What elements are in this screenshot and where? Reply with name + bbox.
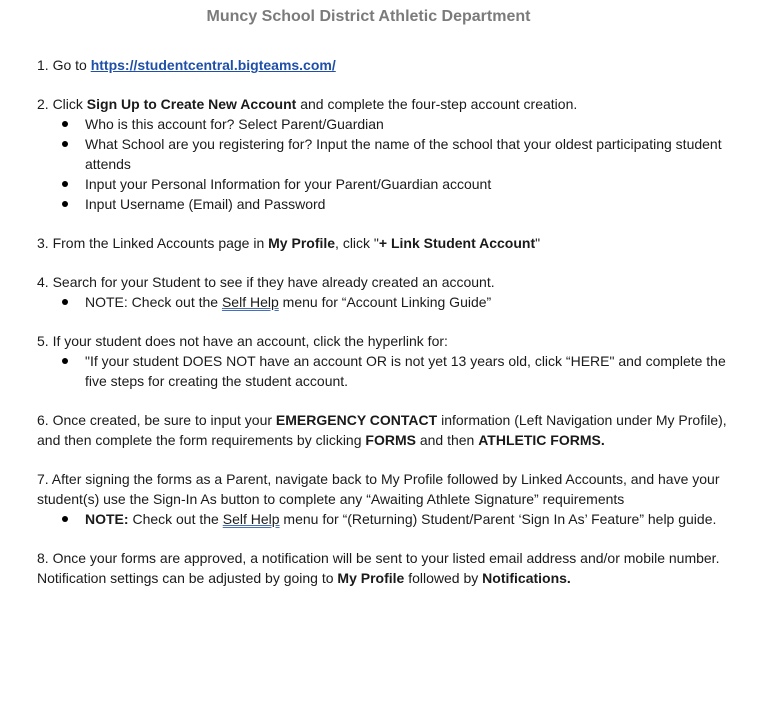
step-6-mid-1: information (Left Navigation under My Profile), and then complete the form requirements by clicking [37,412,727,448]
step-4: 4. Search for your Student to see if they have already created an account. [37,274,495,290]
step-6 [37,410,737,450]
spacer [37,214,737,233]
step-8-bold-1: My Profile [337,570,405,586]
step-2-bold: Sign Up to Create New Account [86,96,297,112]
step-2 [37,94,737,114]
spacer [37,391,737,410]
step-3 [37,233,737,253]
step-2-lead: 2. Click [37,96,87,112]
list-item: Input your Personal Information for your Parent/Guardian account [37,174,737,194]
spacer [37,450,737,469]
step-6-bold-1: EMERGENCY CONTACT [275,412,438,428]
step-6-mid-2: and then [415,432,479,448]
step-2-bullets [37,114,737,214]
studentcentral-link[interactable]: https://studentcentral.bigteams.com/ [90,57,336,73]
self-help-link[interactable]: Self Help [221,294,279,310]
spacer [37,253,737,272]
spacer [37,75,737,94]
list-item: Input Username (Email) and Password [37,194,737,214]
list-item: Who is this account for? Select Parent/Guardian [37,114,737,134]
step-3-mid: , click " [335,235,379,251]
step-8-mid: followed by [404,570,483,586]
step-8 [37,548,737,588]
step-2-tail: and complete the four-step account creation. [296,96,578,112]
step-6-bold-2: FORMS [365,432,416,448]
list-item [37,509,737,529]
step-1 [37,55,737,75]
step-5-bullets [37,351,737,391]
spacer [37,312,737,331]
step-3-bold-2: + Link Student Account [378,235,536,251]
step-6-bold-3: ATHLETIC FORMS. [478,432,605,448]
step-7-bullets [37,509,737,529]
note-label: NOTE: [85,511,129,527]
step-8-bold-2: Notifications. [482,570,571,586]
step-3-lead: 3. From the Linked Accounts page in [37,235,269,251]
document-body [37,55,737,588]
step-1-text: 1. Go to [37,57,91,73]
step-5: 5. If your student does not have an account, click the hyperlink for: [37,333,448,349]
self-help-link[interactable]: Self Help [222,511,280,527]
note-lead: NOTE: Check out the [85,294,222,310]
list-item: What School are you registering for? Input the name of the school that your oldest participating student attends [37,134,737,174]
list-item [37,292,737,312]
document-title: Muncy School District Athletic Department [206,8,531,25]
list-item: "If your student DOES NOT have an account OR is not yet 13 years old, click “HERE" and complete the five steps for creating the student account. [37,351,737,391]
step-3-bold-1: My Profile [268,235,336,251]
note-tail: menu for “(Returning) Student/Parent ‘Sign In As’ Feature” help guide. [279,511,717,527]
note-lead: Check out the [128,511,223,527]
step-7: 7. After signing the forms as a Parent, navigate back to My Profile followed by Linked Accounts, and have your student(s) use the Sign-In As button to complete any “Awaiting Athlete Signature” requirements [37,471,720,507]
spacer [37,529,737,548]
note-tail: menu for “Account Linking Guide” [278,294,492,310]
step-6-lead: 6. Once created, be sure to input your [37,412,276,428]
step-3-tail: " [535,235,541,251]
step-8-lead: 8. Once your forms are approved, a notification will be sent to your listed email address and/or mobile number. Notification settings can be adjusted by going to [37,550,720,586]
step-4-bullets [37,292,737,312]
